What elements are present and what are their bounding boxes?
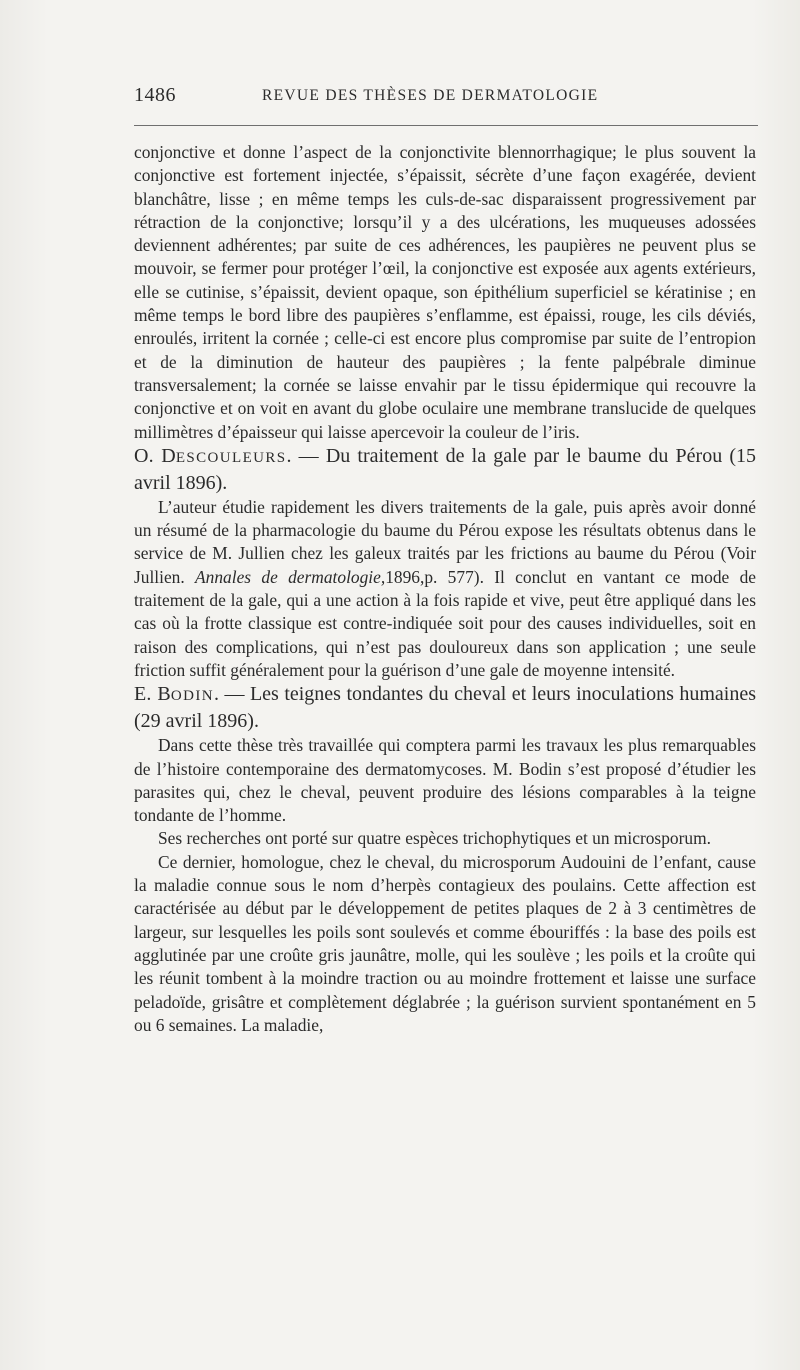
continuation-paragraph: conjonctive et donne l’aspect de la conjonctivite blennorrhagique; le plus souvent la conjonctive est fortement injectée, s’épaissit, sécrète d’une façon exagérée, devient blanchâtre, lisse ; en même temps les culs-de-sac disparaissent progressivement par rétraction de la conjonctive; lorsqu’il y a des ulcérations, les muqueuses adossées deviennent adhérentes; par suite de ces adhérences, les paupières ne peuvent plus se mouvoir, se fermer pour protéger l’œil, la conjonctive est exposée aux agents extérieurs, elle se cutinise, s’épaissit, devient opaque, son épithélium superficiel se kératinise ; en même temps le bord libre des paupières s’enflamme, est épaissi, rouge, les cils déviés, enroulés, irritent la cornée ; celle-ci est encore plus compromise par suite de l’entropion et de la diminution de hauteur des paupières ; la fente palpébrale diminue transversalement; la cornée se laisse envahir par le tissu épidermique qui recouvre la conjonctive et on voit en avant du globe oculaire une membrane translucide de quelques millimètres d’épaisseur qui laisse apercevoir la couleur de l’iris. <box>134 142 756 442</box>
section-heading-bodin <box>134 682 756 734</box>
section-paragraph <box>134 496 756 682</box>
section-paragraph: Ce dernier, homologue, chez le cheval, du microsporum Audouini de l’enfant, cause la maladie connue sous le nom d’herpès contagieux des poulains. Cette affection est caractérisée au début par le développement de petites plaques de 2 à 3 centimètres de largeur, sur lesquelles les poils sont soulevés et comme ébouriffés : la base des poils est agglutinée par une croûte gris jaunâtre, molle, qui les soulève ; les poils et la croûte qui les réunit tombent à la moindre traction ou au moindre frottement et laisse une surface peladoïde, grisâtre et complètement déglabrée ; la guérison survient spontanément en 5 ou 6 semaines. La maladie, <box>134 851 756 1035</box>
running-title: REVUE DES THÈSES DE DERMATOLOGIE <box>262 87 599 104</box>
author-initial: O. D <box>134 444 176 467</box>
section-heading-descouleurs <box>134 444 756 496</box>
journal-citation: Annales de dermatologie, <box>195 566 386 587</box>
section-title: . — Les teignes tondantes du cheval et leurs inoculations humaines (29 avril 1896). <box>134 683 757 733</box>
author-name: ESCOULEURS <box>175 449 287 466</box>
header-rule <box>134 125 758 126</box>
section-title: . — Du traitement de la gale par le baume du Pérou (15 avril 1896). <box>134 444 757 494</box>
author-name: ODIN <box>170 688 214 705</box>
body-text <box>134 141 756 1037</box>
paragraph-text: L’auteur étudie rapidement les divers traitements de la gale, puis après avoir donné un résumé de la pharmacologie du baume du Pérou expose les résultats obtenus dans le service de M. Jullien chez les galeux traités par les frictions au baume du Pérou (Voir Jullien. <box>134 496 756 587</box>
section-paragraph: Dans cette thèse très travaillée qui comptera parmi les travaux les plus remarquables de l’histoire contemporaine des dermatomycoses. M. Bodin s’est proposé d’étudier les parasites qui, chez le cheval, peuvent produire des lésions comparables à la teigne tondante de l’homme. <box>134 735 756 826</box>
section-paragraph: Ses recherches ont porté sur quatre espèces trichophytiques et un microsporum. <box>158 828 711 849</box>
author-initial: E. B <box>134 683 171 706</box>
paragraph-text: 1896,p. 577). Il conclut en vantant ce mode de traitement de la gale, qui a une action à la fois rapide et vive, peut être appliqué dans les cas où la frotte classique est contre-indiquée soit pour des causes individuelles, soit en raison des complications, qui n’est pas douloureux dans son application ; une seule friction suffit généralement pour la guérison d’une gale de moyenne intensité. <box>134 566 756 680</box>
page-number: 1486 <box>134 84 176 106</box>
page-header <box>134 84 756 110</box>
